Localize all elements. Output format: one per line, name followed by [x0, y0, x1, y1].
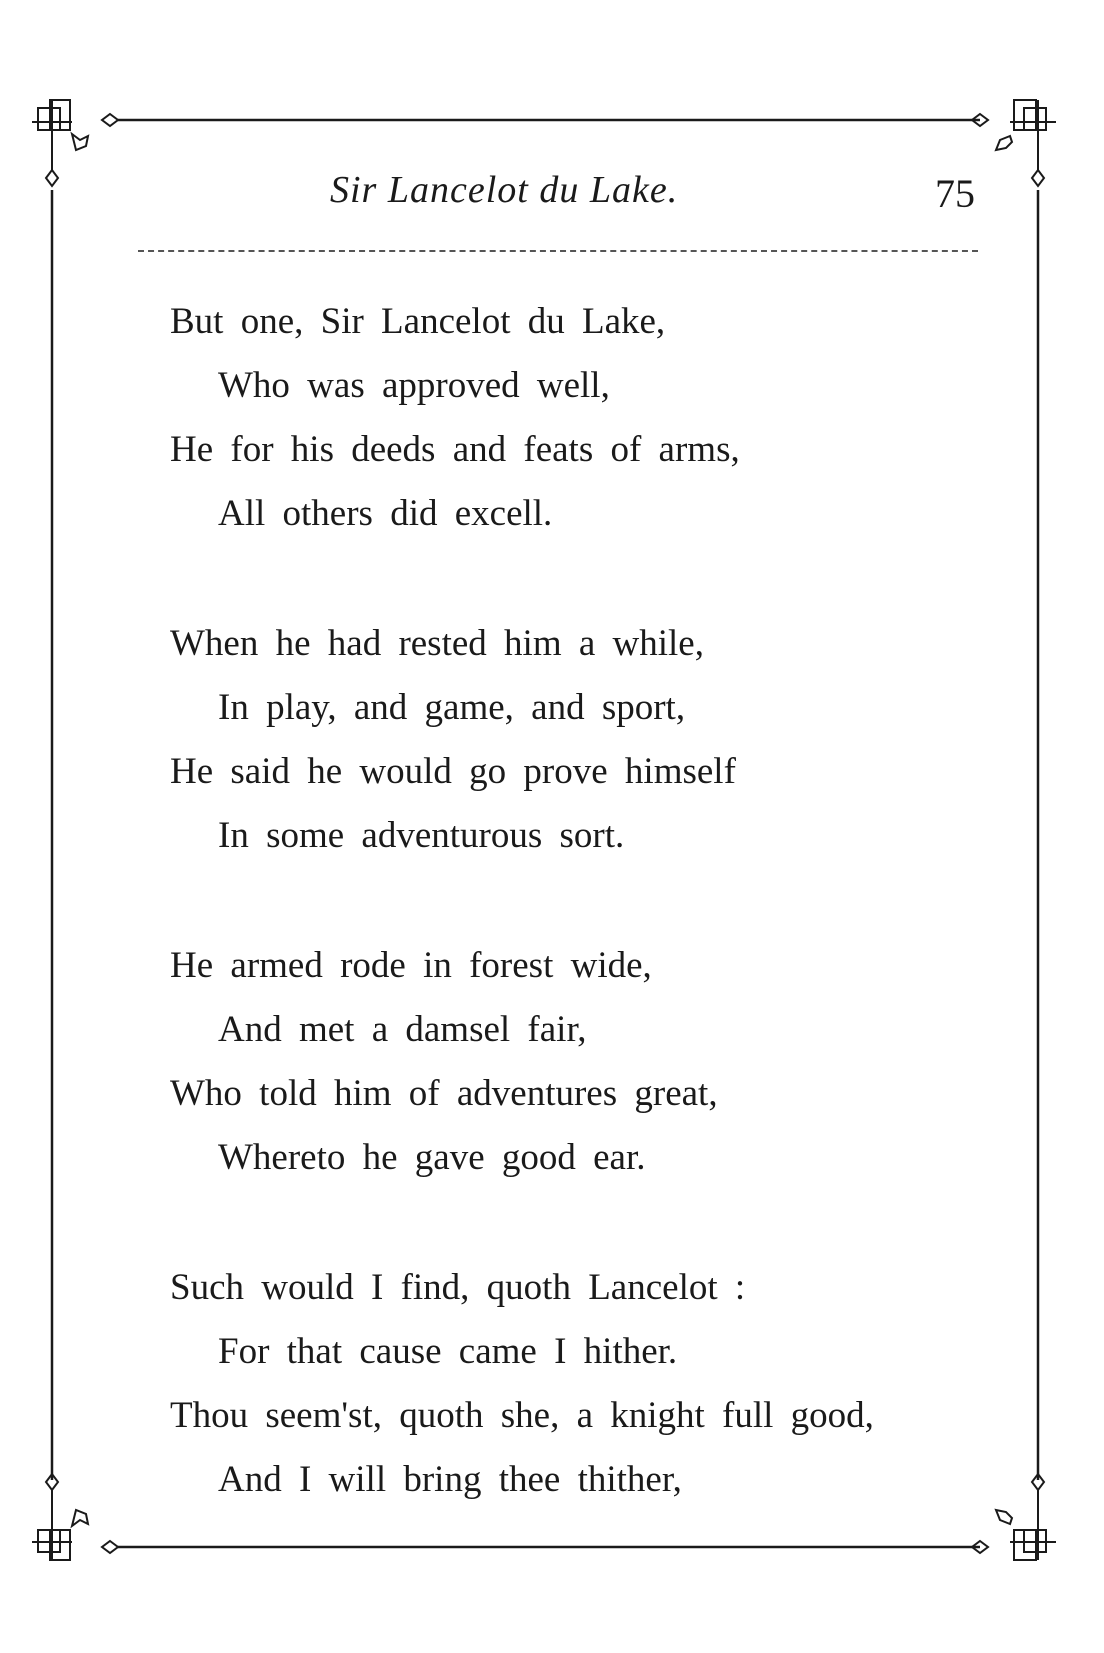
page-number: 75	[935, 171, 975, 216]
poem-line: And I will bring thee thither,	[218, 1459, 682, 1500]
stanza-1	[170, 290, 1000, 546]
poem-line: He armed rode in forest wide,	[170, 945, 652, 986]
corner-ornament-top-left	[32, 100, 118, 186]
poem-line: For that cause came I hither.	[218, 1331, 678, 1372]
poem-body	[170, 290, 1000, 1512]
stanza-4	[170, 1256, 1000, 1512]
poem-line: And met a damsel fair,	[218, 1009, 587, 1050]
poem-line: When he had rested him a while,	[170, 623, 704, 664]
poem-line: Such would I find, quoth Lancelot :	[170, 1267, 746, 1308]
poem-line: Whereto he gave good ear.	[218, 1137, 646, 1178]
stanza-3	[170, 934, 1000, 1190]
poem-line: In play, and game, and sport,	[218, 687, 686, 728]
poem-line: He for his deeds and feats of arms,	[170, 429, 740, 470]
poem-line: All others did excell.	[218, 493, 553, 534]
poem-line: But one, Sir Lancelot du Lake,	[170, 301, 666, 342]
poem-line: He said he would go prove himself	[170, 751, 736, 792]
poem-line: Who was approved well,	[218, 365, 610, 406]
corner-ornament-top-right	[972, 100, 1056, 186]
poem-line: Thou seem'st, quoth she, a knight full good,	[170, 1395, 874, 1436]
poem-line: In some adventurous sort.	[218, 815, 625, 856]
poem-line: Who told him of adventures great,	[170, 1073, 718, 1114]
running-title: Sir Lancelot du Lake.	[330, 169, 679, 211]
corner-ornament-bottom-left	[32, 1474, 118, 1560]
header-divider	[138, 250, 978, 252]
stanza-2	[170, 612, 1000, 868]
